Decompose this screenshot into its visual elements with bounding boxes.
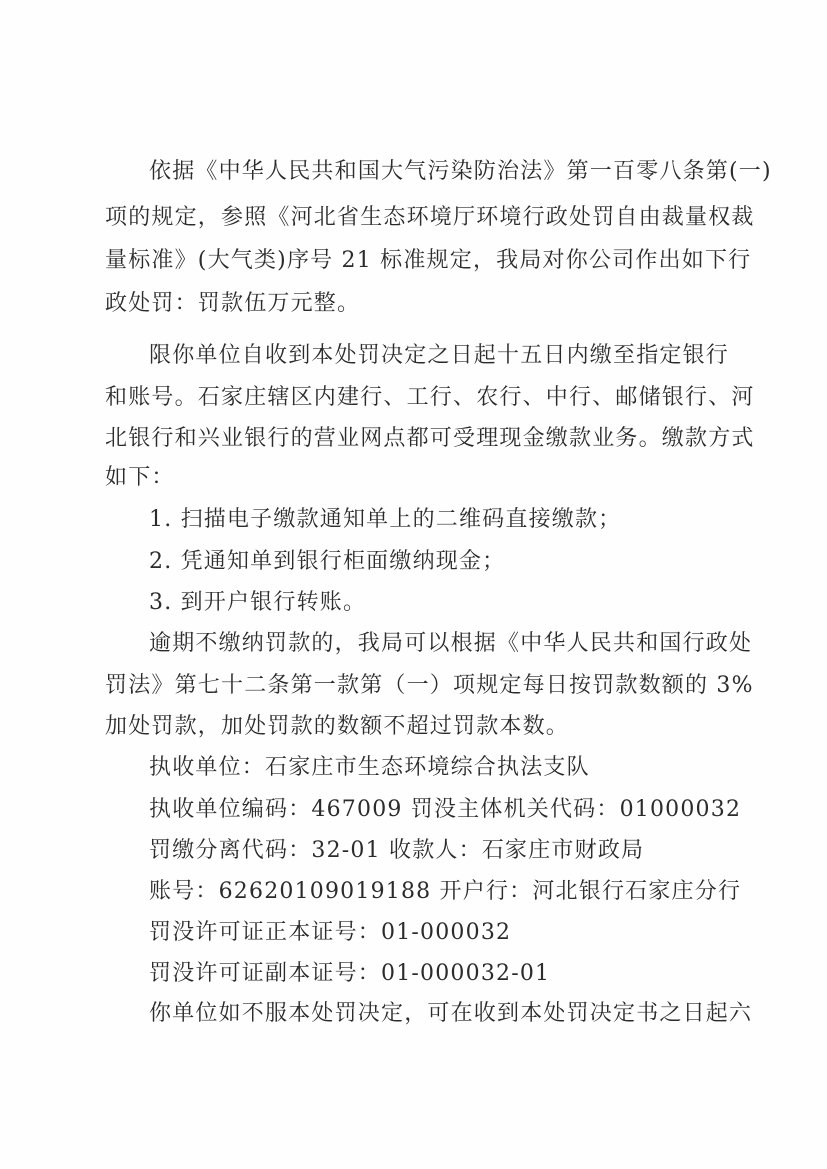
unit-code-line: 执收单位编码：467009 罚没主体机关代码：01000032 bbox=[149, 797, 742, 822]
paragraph-1-line-1: 依据《中华人民共和国大气污染防治法》第一百零八条第(一) bbox=[149, 159, 772, 184]
paragraph-4-line-1: 你单位如不服本处罚决定，可在收到本处罚决定书之日起六 bbox=[149, 1001, 753, 1026]
license-copy-line: 罚没许可证副本证号：01-000032-01 bbox=[149, 961, 551, 986]
paragraph-3-line-3: 加处罚款，加处罚款的数额不超过罚款本数。 bbox=[105, 714, 570, 739]
payment-method-3: 3. 到开户银行转账。 bbox=[149, 590, 367, 615]
paragraph-1-line-4: 政处罚：罚款伍万元整。 bbox=[105, 291, 361, 316]
license-original-line: 罚没许可证正本证号：01-000032 bbox=[149, 920, 512, 945]
separation-code-line: 罚缴分离代码：32-01 收款人：石家庄市财政局 bbox=[149, 838, 645, 863]
account-line: 账号：62620109019188 开户行：河北银行石家庄分行 bbox=[149, 879, 742, 904]
paragraph-2-line-1: 限你单位自收到本处罚决定之日起十五日内缴至指定银行 bbox=[149, 343, 730, 368]
payment-method-1: 1. 扫描电子缴款通知单上的二维码直接缴款； bbox=[149, 507, 622, 532]
paragraph-1-line-3: 量标准》(大气类)序号 21 标准规定，我局对你公司作出如下行 bbox=[105, 248, 752, 273]
paragraph-3-line-2: 罚法》第七十二条第一款第（一）项规定每日按罚款数额的 3% bbox=[105, 673, 754, 698]
collecting-unit: 执收单位：石家庄市生态环境综合执法支队 bbox=[149, 755, 590, 780]
paragraph-1-line-2: 项的规定，参照《河北省生态环境厅环境行政处罚自由裁量权裁 bbox=[105, 205, 755, 230]
paragraph-2-line-4: 如下： bbox=[105, 465, 175, 490]
paragraph-2-line-2: 和账号。石家庄辖区内建行、工行、农行、中行、邮储银行、河 bbox=[105, 385, 755, 410]
paragraph-2-line-3: 北银行和兴业银行的营业网点都可受理现金缴款业务。缴款方式 bbox=[105, 426, 755, 451]
paragraph-3-line-1: 逾期不缴纳罚款的，我局可以根据《中华人民共和国行政处 bbox=[149, 631, 753, 656]
payment-method-2: 2. 凭通知单到银行柜面缴纳现金； bbox=[149, 549, 506, 574]
